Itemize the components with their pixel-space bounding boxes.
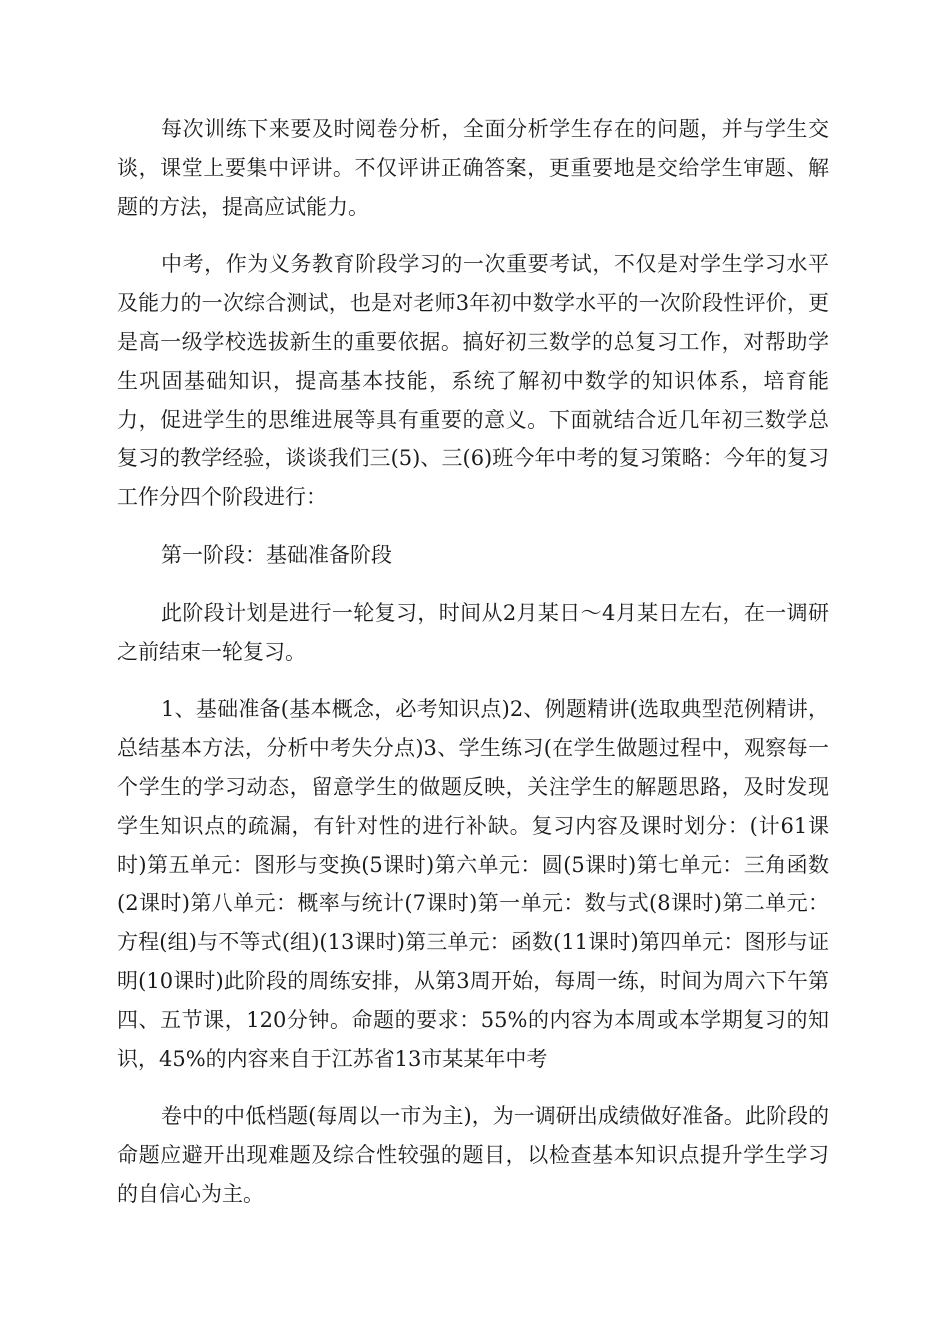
paragraph-stage-one-exams: 卷中的中低档题(每周以一市为主)，为一调研出成绩做好准备。此阶段的命题应避开出现难题及综合性较强的题目，以检查基本知识点提升学生学习的自信心为主。 xyxy=(117,1104,829,1206)
section-heading-stage-one: 第一阶段：基础准备阶段 xyxy=(161,542,392,567)
paragraph-analysis: 每次训练下来要及时阅卷分析，全面分析学生存在的问题，并与学生交谈，课堂上要集中评讲。不仅评讲正确答案，更重要地是交给学生审题、解题的方法，提高应试能力。 xyxy=(117,117,829,219)
paragraph-intro: 中考，作为义务教育阶段学习的一次重要考试，不仅是对学生学习水平及能力的一次综合测试，也是对老师3年初中数学水平的一次阶段性评价，更是高一级学校选拔新生的重要依据。搞好初三数学的总复习工作，对帮助学生巩固基础知识，提高基本技能，系统了解初中数学的知识体系，培育能力，促进学生的思维进展等具有重要的意义。下面就结合近几年初三数学总复习的教学经验，谈谈我们三(5)、三(6)班今年中考的复习策略：今年的复习工作分四个阶段进行： xyxy=(117,252,829,510)
paragraph-stage-one-plan: 此阶段计划是进行一轮复习，时间从2月某日～4月某日左右，在一调研之前结束一轮复习。 xyxy=(117,600,829,664)
document-page xyxy=(117,110,829,1233)
paragraph-stage-one-details: 1、基础准备(基本概念，必考知识点)2、例题精讲(选取典型范例精讲，总结基本方法，分析中考失分点)3、学生练习(在学生做题过程中，观察每一个学生的学习动态，留意学生的做题反映，关注学生的解题思路，及时发现学生知识点的疏漏，有针对性的进行补缺。复习内容及课时划分：(计61课时)第五单元：图形与变换(5课时)第六单元：圆(5课时)第七单元：三角函数(2课时)第八单元：概率与统计(7课时)第一单元：数与式(8课时)第二单元：方程(组)与不等式(组)(13课时)第三单元：函数(11课时)第四单元：图形与证明(10课时)此阶段的周练安排，从第3周开始，每周一练，时间为周六下午第四、五节课，120分钟。命题的要求：55%的内容为本周或本学期复习的知识，45%的内容来自于江苏省13市某某年中考 xyxy=(117,697,829,1071)
